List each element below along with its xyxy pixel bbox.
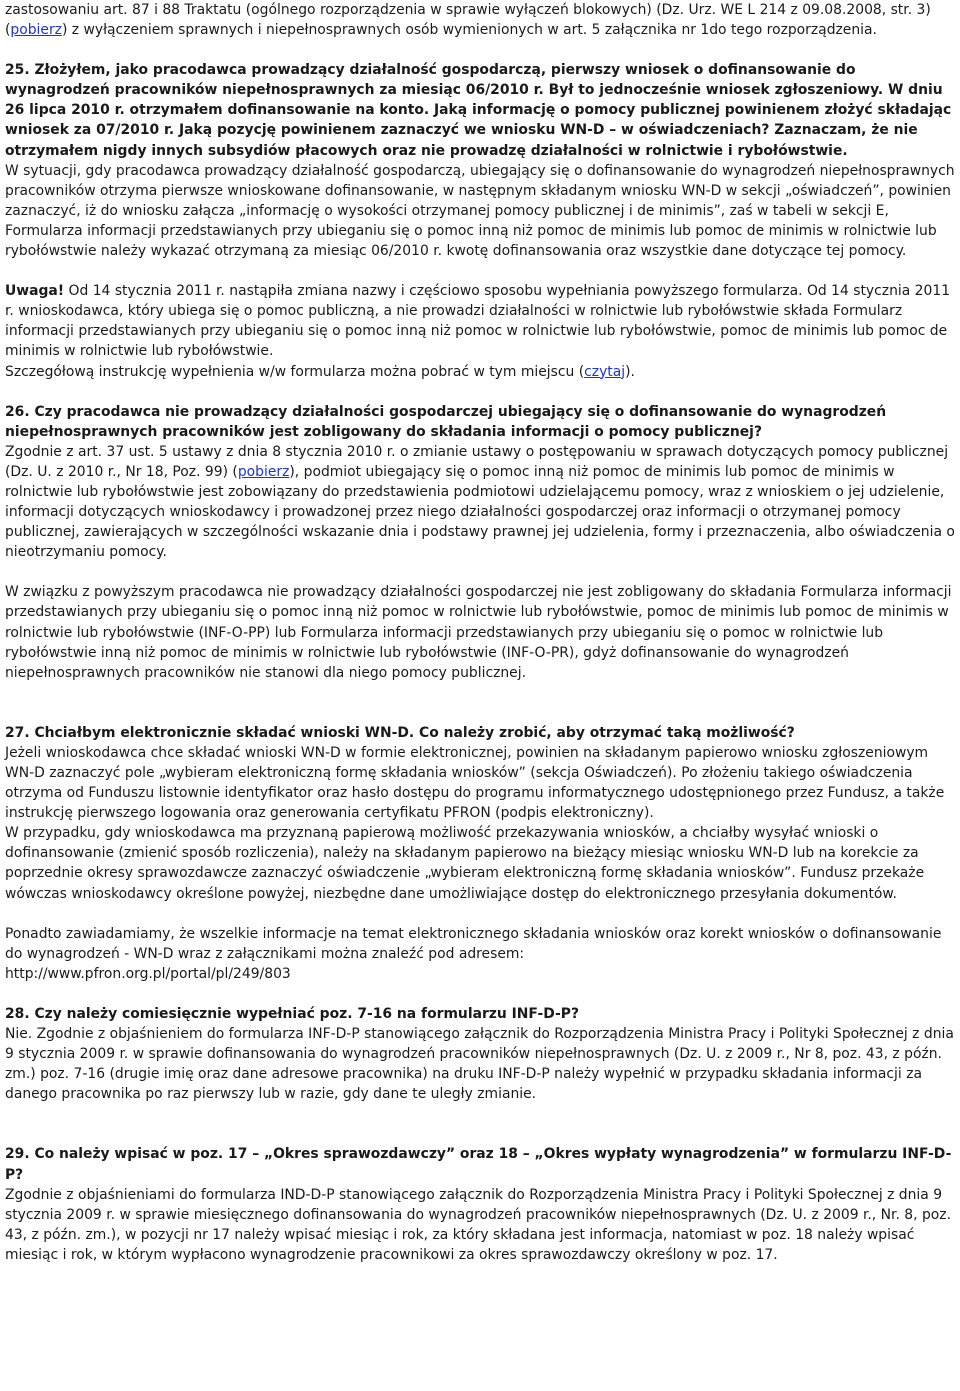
spacer [5, 1104, 957, 1124]
question-heading: 25. Złożyłem, jako pracodawca prowadzący działalność gospodarczą, pierwszy wniosek o dofinansowanie do wynagrodzeń pracowników niepełnosprawnych za miesiąc 06/2010 r. Był to jednocześnie wniosek zgłoszeniowy. W dniu 26 lipca 2010 r. otrzymałem dofinansowanie na konto. Jaką informację o pomocy publicznej powinienem złożyć składając wniosek za 07/2010 r. Jaką pozycję powinienem zaznaczyć we wniosku WN-D – w oświadczeniach? Zaznaczam, że nie otrzymałem nigdy innych subsydiów płacowych oraz nie prowadzę działalności w rolnictwie i rybołówstwie. [5, 62, 952, 159]
question-heading: 27. Chciałbym elektronicznie składać wnioski WN-D. Co należy zrobić, aby otrzymać taką możliwość? [5, 724, 795, 741]
spacer [5, 984, 957, 1004]
url-text: http://www.pfron.org.pl/portal/pl/249/803 [5, 965, 291, 982]
spacer [5, 1124, 957, 1144]
spacer [5, 261, 957, 281]
spacer [5, 683, 957, 703]
answer-paragraph: Nie. Zgodnie z objaśnieniem do formularza INF-D-P stanowiącego załącznik do Rozporządzenia Ministra Pracy i Polityki Społecznej z dnia 9 stycznia 2009 r. w sprawie dofinansowania do wynagrodzeń pracowników niepełnosprawnych (Dz. U. z 2009 r., Nr 8, poz. 43, z późn. zm.) poz. 7-16 (drugie imię oraz dane adresowe pracownika) na druku INF-D-P należy wypełnić w przypadku składania informacji za danego pracownika po raz pierwszy lub w razie, gdy dane te uległy zmianie. [5, 1026, 954, 1103]
answer-paragraph: Zgodnie z art. 37 ust. 5 ustawy z dnia 8 stycznia 2010 r. o zmianie ustawy o postępowaniu w sprawach dotyczących pomocy publicznej (Dz. U. z 2010 r., Nr 18, Poz. 99) (pobierz), podmiot ubiegający się o pomoc inną niż pomoc de minimis lub pomoc de minimis w rolnictwie lub rybołówstwie jest zobowiązany do przedstawienia podmiotowi udzielającemu pomocy, wraz z wnioskiem o jej udzielenie, informacji dotyczących wnioskodawcy i prowadzonej przez niego działalności gospodarczej oraz informacji o otrzymanej pomocy publicznej, zawierających w szczególności wskazanie dnia i podstawy prawnej jej udzielenia, formy i przeznaczenia, albo oświadczenia o nieotrzymaniu pomocy. [5, 443, 955, 561]
answer-paragraph: W przypadku, gdy wnioskodawca ma przyznaną papierową możliwość przekazywania wniosków, a chciałby wysyłać wnioski o dofinansowanie (zmienić sposób rozliczenia), należy na składanym papierowo na bieżący miesiąc wniosku WN-D lub na korekcie za poprzednie okresy sprawozdawcze zaznaczyć oświadczenie „wybieram elektroniczną formę składania wniosków”. Fundusz przekaże wówczas wnioskodawcy określone powyżej, niezbędne dane umożliwiające dostęp do elektronicznego przesyłania dokumentów. [5, 825, 925, 902]
question-heading: 28. Czy należy comiesięcznie wypełniać poz. 7-16 na formularzu INF-D-P? [5, 1005, 580, 1022]
faq-item-25 [5, 60, 957, 381]
question-heading: 29. Co należy wpisać w poz. 17 – „Okres sprawozdawczy” oraz 18 – „Okres wypłaty wynagrodzenia” w formularzu INF-D-P? [5, 1146, 952, 1183]
read-link[interactable]: czytaj [584, 363, 626, 380]
spacer [5, 904, 957, 924]
faq-item-28 [5, 1004, 957, 1104]
warning-label: Uwaga! [5, 283, 65, 300]
answer-paragraph: Zgodnie z objaśnieniami do formularza IND-D-P stanowiącego załącznik do Rozporządzenia Ministra Pracy i Polityki Społecznej z dnia 9 stycznia 2009 r. w sprawie miesięcznego dofinansowania do wynagrodzeń pracowników niepełnosprawnych (Dz. U. z 2009 r., Nr. 8, poz. 43, z późn. zm.), w pozycji nr 17 należy wpisać miesiąc i rok, za który składana jest informacja, natomiast w poz. 18 należy wpisać miesiąc i rok, w którym wypłacono wynagrodzenie pracownikowi za okres sprawozdawczy określony w poz. 17. [5, 1186, 951, 1263]
answer-paragraph: W związku z powyższym pracodawca nie prowadzący działalności gospodarczej nie jest zobligowany do składania Formularza informacji przedstawianych przy ubieganiu się o pomoc inną niż pomoc w rolnictwie lub rybołówstwie, pomoc de minimis lub pomoc de minimis w rolnictwie lub rybołówstwie (INF-O-PP) lub Formularza informacji przedstawianych przy ubieganiu się o pomoc w rolnictwie lub rybołówstwie inną niż pomoc de minimis w rolnictwie lub rybołówstwie (INF-O-PR), gdyż dofinansowanie do wynagrodzeń niepełnosprawnych pracowników nie stanowi dla niego pomocy publicznej. [5, 584, 952, 681]
spacer [5, 562, 957, 582]
intro-paragraph: zastosowaniu art. 87 i 88 Traktatu (ogólnego rozporządzenia w sprawie wyłączeń blokowych) (Dz. Urz. WE L 214 z 09.08.2008, str. 3) (pobierz) z wyłączeniem sprawnych i niepełnosprawnych osób wymienionych w art. 5 załącznika nr 1do tego rozporządzenia. [5, 2, 931, 39]
answer-paragraph: Ponadto zawiadamiamy, że wszelkie informacje na temat elektronicznego składania wniosków oraz korekt wniosków o dofinansowanie do wynagrodzeń - WN-D wraz z załącznikami można znaleźć pod adresem: [5, 925, 942, 962]
question-heading: 26. Czy pracodawca nie prowadzący działalności gospodarczej ubiegający się o dofinansowanie do wynagrodzeń niepełnosprawnych pracowników jest zobligowany do składania informacji o pomocy publicznej? [5, 403, 887, 440]
faq-item-29 [5, 1144, 957, 1265]
faq-item-27 [5, 723, 957, 984]
spacer [5, 40, 957, 60]
warning-paragraph: Uwaga! Od 14 stycznia 2011 r. nastąpiła zmiana nazwy i częściowo sposobu wypełniania powyższego formularza. Od 14 stycznia 2011 r. wnioskodawca, który ubiega się o pomoc publiczną, a nie prowadzi działalności w rolnictwie lub rybołówstwie składa Formularz informacji przedstawianych przy ubieganiu się o pomoc inną niż pomoc w rolnictwie lub rybołówstwie, pomoc de minimis lub pomoc de minimis w rolnictwie lub rybołówstwie. Szczegółową instrukcję wypełnienia w/w formularza można pobrać w tym miejscu (czytaj). [5, 283, 951, 380]
spacer [5, 703, 957, 723]
download-link[interactable]: pobierz [10, 22, 62, 39]
answer-paragraph: W sytuacji, gdy pracodawca prowadzący działalność gospodarczą, ubiegający się o dofinansowanie do wynagrodzeń niepełnosprawnych pracowników otrzyma pierwsze wnioskowane dofinansowanie, w następnym składanym wniosku WN-D w sekcji „oświadczeń”, powinien zaznaczyć, iż do wniosku załącza „informację o wysokości otrzymanej pomocy publicznej i de minimis”, zaś w tabeli w sekcji E, Formularza informacji przedstawianych przy ubieganiu się o pomoc inną niż pomoc de minimis lub pomoc de minimis w rolnictwie lub rybołówstwie należy wykazać otrzymaną za miesiąc 06/2010 r. kwotę dofinansowania oraz wszystkie dane dotyczące tej pomocy. [5, 162, 955, 260]
download-link[interactable]: pobierz [237, 463, 290, 480]
spacer [5, 382, 957, 402]
faq-item-26 [5, 402, 957, 683]
answer-paragraph: Jeżeli wnioskodawca chce składać wnioski WN-D w formie elektronicznej, powinien na składanym papierowo wniosku zgłoszeniowym WN-D zaznaczyć pole „wybieram elektroniczną formę składania wniosków” (sekcja Oświadczeń). Po złożeniu takiego oświadczenia otrzyma od Funduszu listownie identyfikator oraz hasło dostępu do programu informatycznego udostępnionego przez Fundusz, a także instrukcję pierwszego logowania oraz generowania certyfikatu PFRON (podpis elektroniczny). [5, 744, 945, 822]
